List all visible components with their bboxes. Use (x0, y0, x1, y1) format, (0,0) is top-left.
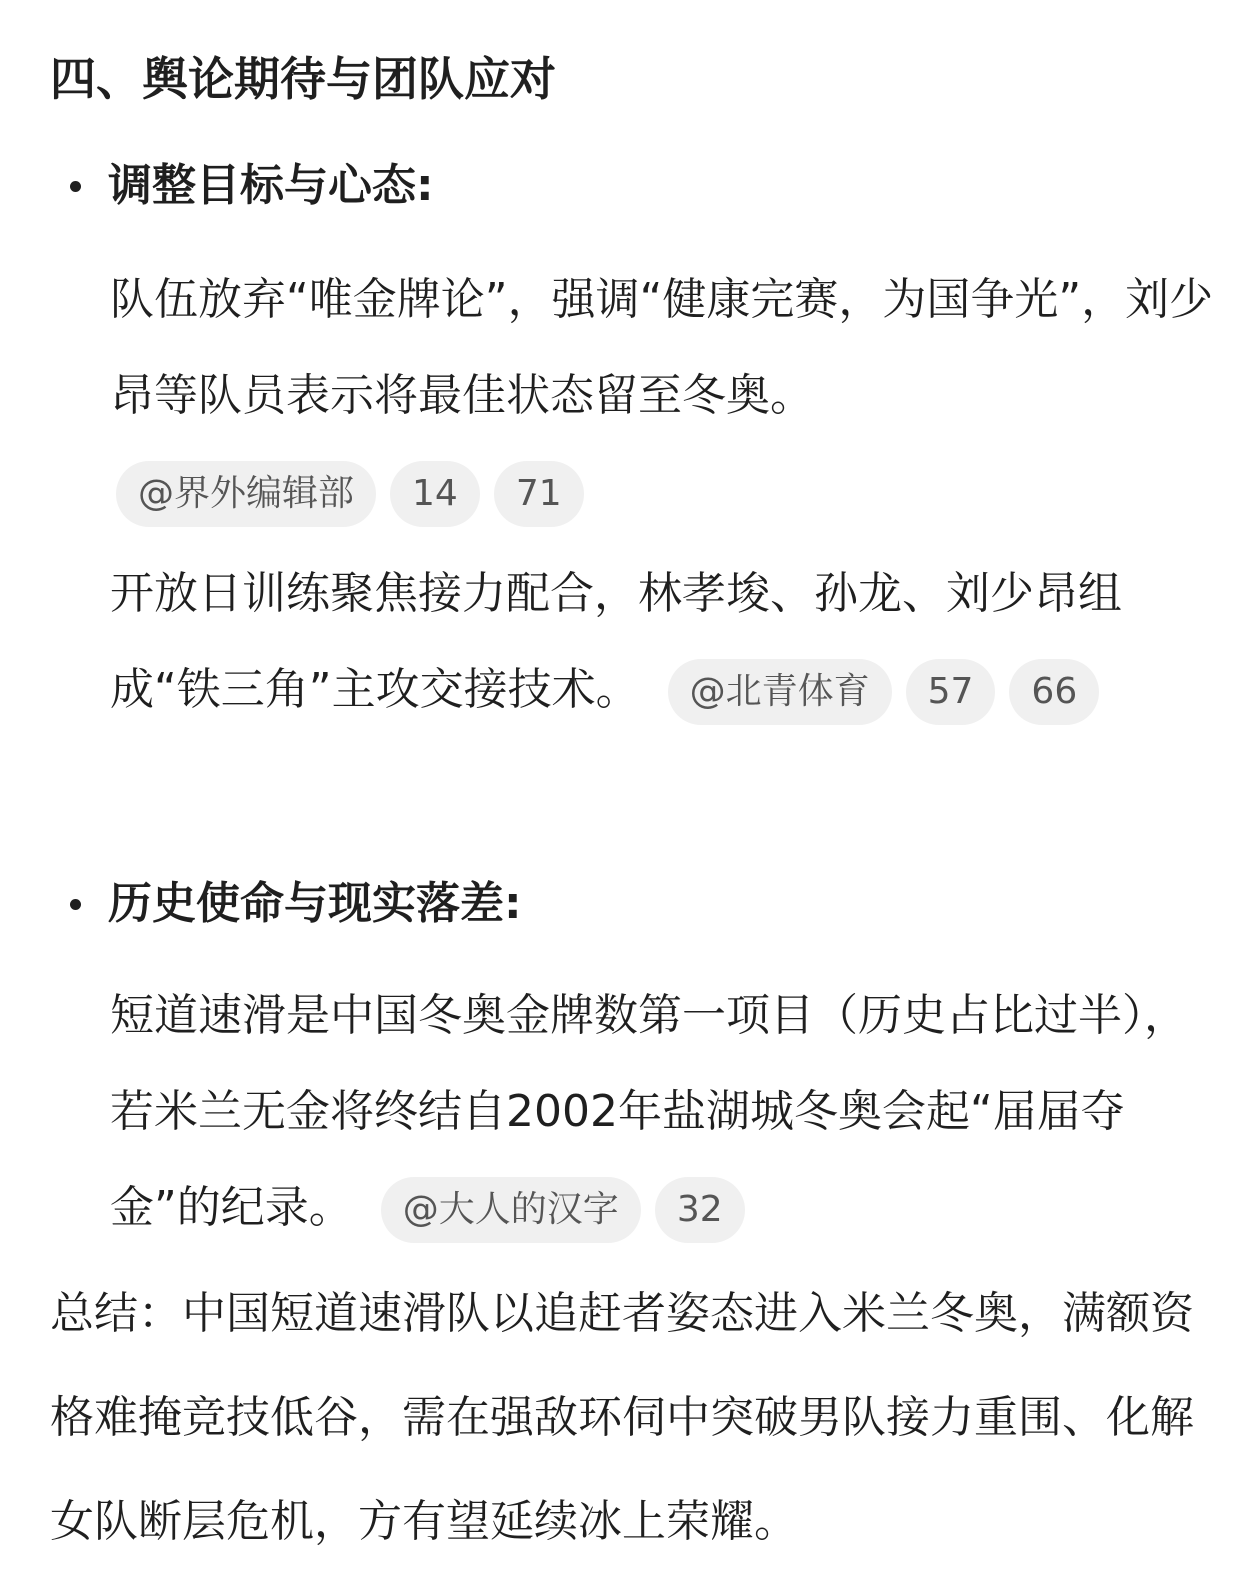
bullet-dot-icon (70, 899, 81, 910)
paragraph-3 (110, 968, 1230, 1256)
reference-chip[interactable]: 71 (494, 461, 584, 527)
source-chip-jiewai[interactable]: @界外编辑部 (116, 461, 376, 527)
bullet-dot-icon (70, 181, 81, 192)
paragraph-2 (110, 546, 1230, 738)
bullet-heading-history-gap (108, 872, 522, 936)
reference-chip[interactable]: 66 (1009, 659, 1099, 725)
paragraph-text: 开放日训练聚焦接力配合，林孝埈、孙龙、刘少昂组成“铁三角”主攻交接技术。 (110, 568, 1122, 715)
summary-paragraph: 总结：中国短道速滑队以追赶者姿态进入米兰冬奥，满额资格难掩竞技低谷，需在强敌环伺中突破男队接力重围、化解女队断层危机，方有望延续冰上荣耀。 (50, 1288, 1194, 1547)
paragraph-1 (110, 252, 1230, 540)
source-chip-beiqing[interactable]: @北青体育 (668, 659, 892, 725)
reference-chip[interactable]: 57 (906, 659, 996, 725)
source-chip-darende[interactable]: @大人的汉字 (381, 1177, 641, 1243)
paragraph-text: 队伍放弃“唯金牌论”，强调“健康完赛，为国争光”，刘少昂等队员表示将最佳状态留至冬奥。 (110, 274, 1214, 421)
bullet-heading-adjust-goals (108, 154, 434, 218)
reference-chip[interactable]: 14 (390, 461, 480, 527)
reference-chip[interactable]: 32 (655, 1177, 745, 1243)
bullet-heading-text: 调整目标与心态: (108, 160, 434, 211)
paragraph-text: 短道速滑是中国冬奥金牌数第一项目（历史占比过半），若米兰无金将终结自2002年盐湖城冬奥会起“届届夺金”的纪录。 (110, 990, 1188, 1233)
bullet-heading-text: 历史使命与现实落差: (108, 878, 522, 929)
section-title: 四、舆论期待与团队应对 (50, 52, 556, 106)
